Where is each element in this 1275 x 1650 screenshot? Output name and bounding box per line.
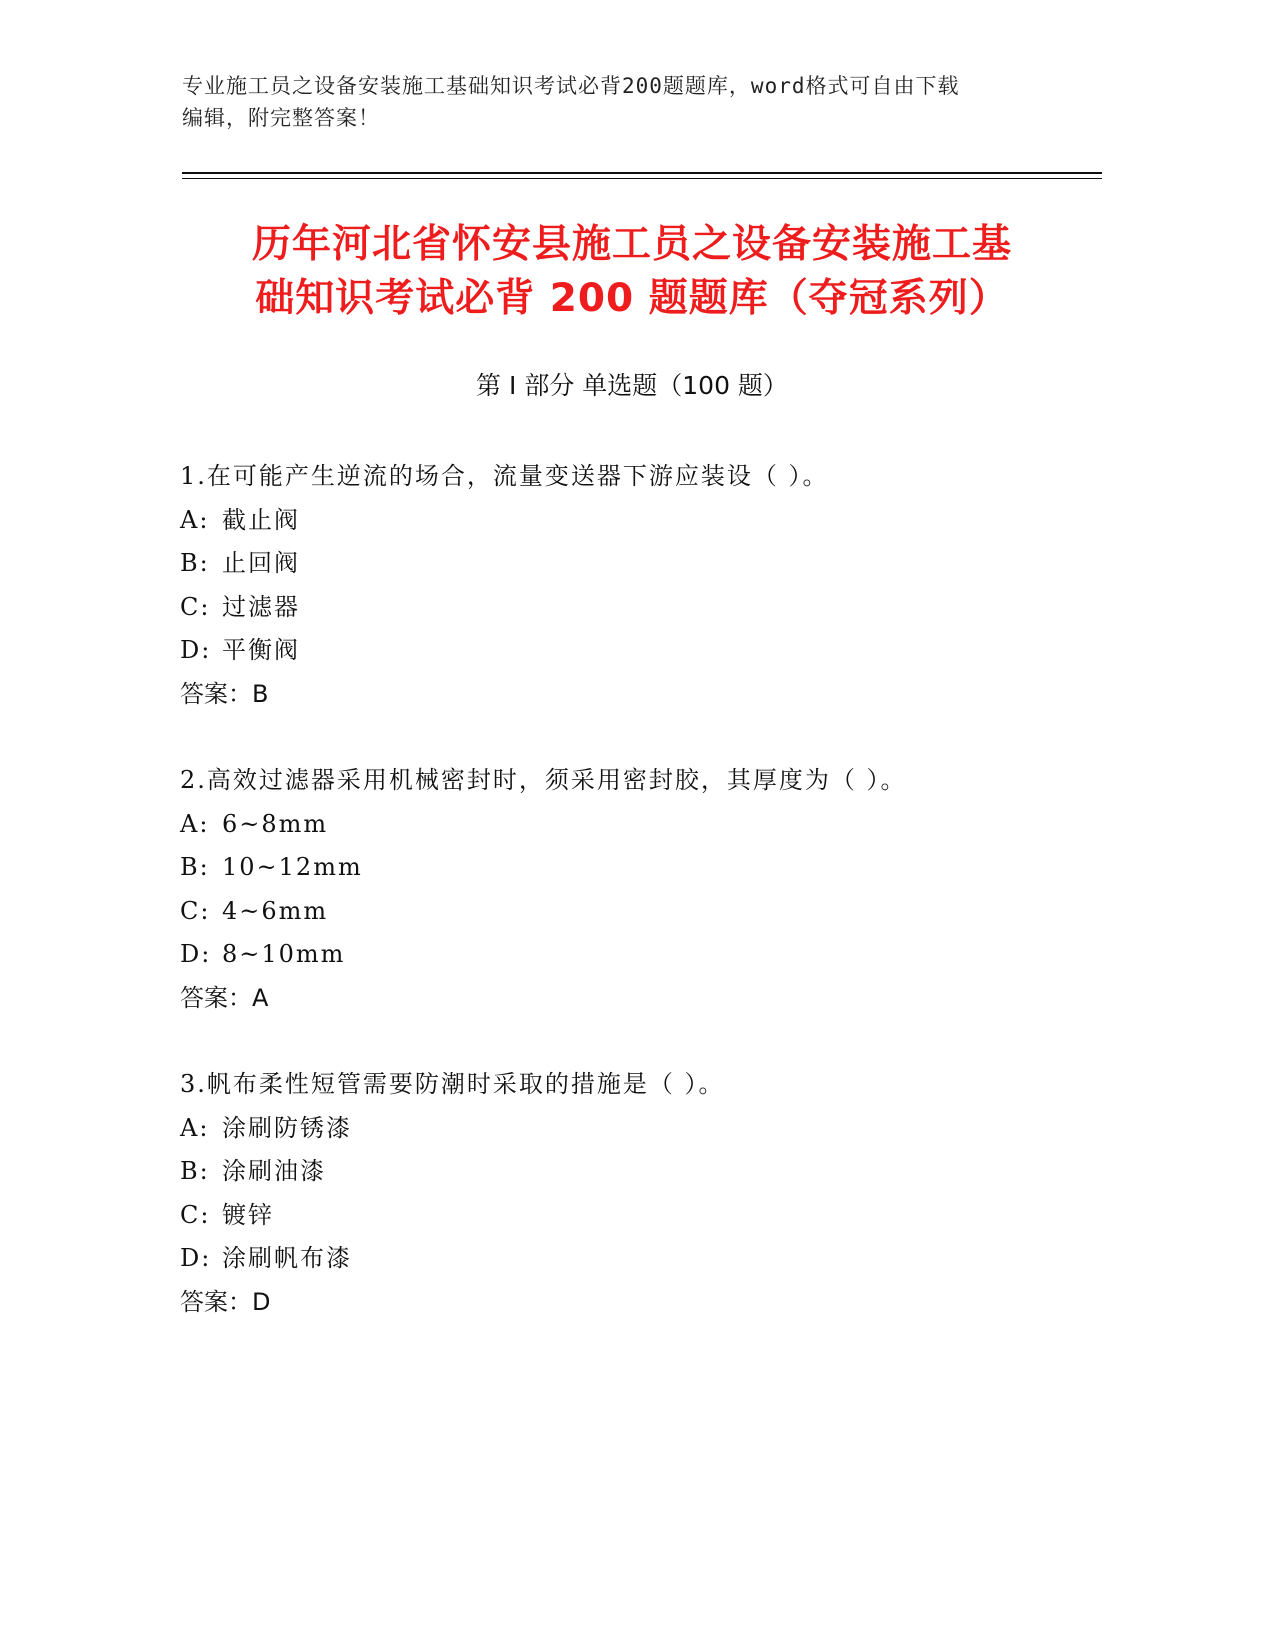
option-line [180,586,1100,630]
answer-prefix: 答案： [180,983,252,1012]
option-line [180,1237,1100,1281]
option-text: 平衡阀 [222,636,300,664]
option-key: C: [180,592,211,621]
option-line [180,803,1100,847]
answer-value: A [252,983,269,1012]
option-key: B: [180,853,210,881]
option-line [180,1150,1100,1194]
option-text: 涂刷帆布漆 [222,1244,352,1272]
answer-value: B [252,679,269,708]
question-item [180,1063,1100,1324]
option-line [180,1194,1100,1238]
option-text: 镀锌 [222,1200,274,1229]
question-text: 1.在可能产生逆流的场合，流量变送器下游应装设（ ）。 [180,462,829,490]
header-rule-thin [182,178,1102,179]
option-text: 涂刷防锈漆 [222,1113,352,1142]
option-line [180,542,1100,586]
title-line-1: 历年河北省怀安县施工员之设备安装施工基 [251,222,1012,267]
option-text: 6~8mm [222,809,329,838]
option-text: 止回阀 [222,549,300,577]
option-key: A: [180,1113,210,1142]
option-text: 8~10mm [222,940,346,968]
question-text: 3.帆布柔性短管需要防潮时采取的措施是（ ）。 [180,1070,725,1098]
option-line [180,499,1100,543]
option-text: 10~12mm [222,853,363,881]
option-key: D: [180,636,212,664]
document-header-note [182,70,1042,134]
option-key: C: [180,896,211,925]
section-heading: 第 I 部分 单选题（100 题） [476,371,788,400]
option-key: D: [180,1244,212,1272]
header-note-line-2: 编辑，附完整答案！ [182,106,380,130]
answer-line [180,673,1100,717]
answer-prefix: 答案： [180,679,252,708]
answer-prefix: 答案： [180,1287,252,1316]
answer-line [180,1281,1100,1325]
option-line [180,933,1100,977]
document-title [182,218,1082,326]
question-item [180,455,1100,716]
option-key: C: [180,1200,211,1229]
option-key: A: [180,505,210,534]
title-line-2: 础知识考试必背 200 题题库（夺冠系列） [255,276,1009,321]
option-text: 涂刷油漆 [222,1157,326,1185]
header-note-line-1: 专业施工员之设备安装施工基础知识考试必背200题题库，word格式可自由下载 [182,74,960,98]
answer-line [180,977,1100,1021]
option-line [180,1107,1100,1151]
option-line [180,890,1100,934]
question-text: 2.高效过滤器采用机械密封时，须采用密封胶，其厚度为（ ）。 [180,766,907,794]
option-key: B: [180,549,210,577]
option-text: 截止阀 [222,505,300,534]
answer-value: D [252,1287,271,1316]
option-text: 4~6mm [222,896,329,925]
option-line [180,846,1100,890]
option-line [180,629,1100,673]
header-rule-thick [182,172,1102,174]
option-key: B: [180,1157,210,1185]
option-key: D: [180,940,212,968]
option-text: 过滤器 [222,592,300,621]
option-key: A: [180,809,210,838]
question-item [180,759,1100,1020]
question-list [180,455,1100,1367]
